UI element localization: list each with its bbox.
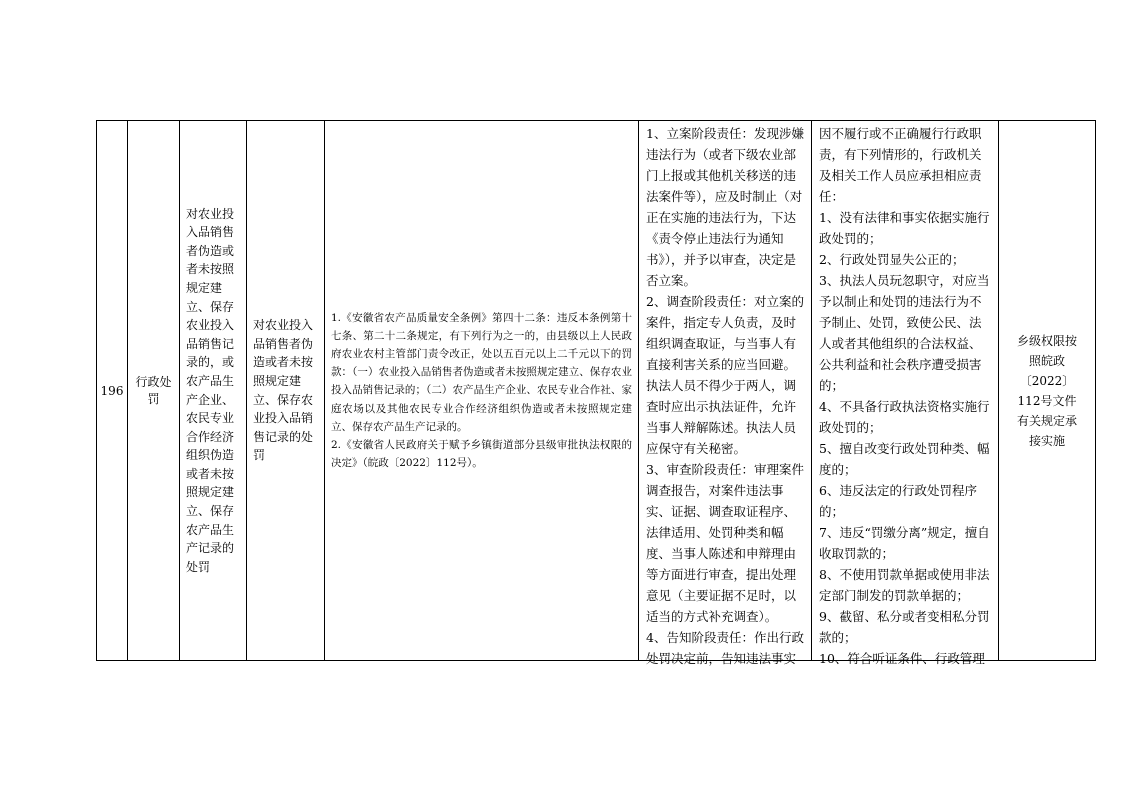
power-category: 行政处罚 [128,121,180,661]
responsibility-item: 1、立案阶段责任：发现涉嫌违法行为（或者下级农业部门上报或其他机关移送的违法案件等），应及时制止（对正在实施的违法行为，下达《责令停止违法行为通知书》），并予以审查，决定是否立案。 [646,126,804,288]
legal-basis-item: 1.《安徽省农产品质量安全条例》第四十二条：违反本条例第十七条、第二十二条规定，有下列行为之一的，由县级以上人民政府农业农村主管部门责令改正，处以五百元以上二千元以下的罚款：（一）农业投入品销售者伪造或者未按照规定建立、保存农业投入品销售记录的；（二）农产品生产企业、农民专业合作社、家庭农场以及其他农民专业合作经济组织伪造或者未按照规定建立、保存农产品生产记录的。 [331,311,632,433]
accountability-item: 10、符合听证条件、行政管理 [819,651,985,666]
power-list-table [96,120,1096,666]
serial-number: 196 [97,121,128,661]
accountability-item: 8、不使用罚款单据或使用非法定部门制发的罚款单据的； [819,567,990,603]
legal-basis [325,121,639,661]
accountability-item: 9、截留、私分或者变相私分罚款的； [819,609,990,645]
responsibility-item: 3、审查阶段责任：审理案件调查报告，对案件违法事实、证据、调查取证程序、法律适用、处罚种类和幅度、当事人陈述和申辩理由等方面进行审查，提出处理意见（主要证据不足时，以适当的方式补充调查）。 [646,462,804,624]
sub-item-name: 对农业投入品销售者伪造或者未按照规定建立、保存农业投入品销售记录的处罚 [247,121,325,661]
accountability-item: 4、不具备行政执法资格实施行政处罚的； [819,399,990,435]
item-name: 对农业投入品销售者伪造或者未按照规定建立、保存农业投入品销售记录的，或农产品生产企业、农民专业合作经济组织伪造或者未按照规定建立、保存农产品生产记录的处罚 [180,121,247,661]
accountability-item: 3、执法人员玩忽职守，对应当予以制止和处罚的违法行为不予制止、处罚，致使公民、法人或者其他组织的合法权益、公共利益和社会秩序遭受损害的； [819,273,990,393]
accountability-item: 因不履行或不正确履行行政职责，有下列情形的，行政机关及相关工作人员应承担相应责任： [819,126,982,204]
legal-basis-item: 2.《安徽省人民政府关于赋予乡镇街道部分县级审批执法权限的决定》（皖政〔2022〕112号）。 [331,439,632,470]
table-row [97,121,1096,661]
responsibility-items [639,121,812,666]
accountability-item: 6、违反法定的行政处罚程序的； [819,483,977,519]
accountability-item: 1、没有法律和事实依据实施行政处罚的； [819,210,990,246]
accountability-item: 7、违反“罚缴分离”规定，擅自收取罚款的； [819,525,990,561]
accountability-item: 5、擅自改变行政处罚种类、幅度的； [819,441,990,477]
responsibility-item: 4、告知阶段责任：作出行政处罚决定前，告知违法事实 [646,630,804,666]
responsibility-item: 2、调查阶段责任：对立案的案件，指定专人负责，及时组织调查取证，与当事人有直接利害关系的应当回避。执法人员不得少于两人，调查时应出示执法证件，允许当事人辩解陈述。执法人员应保守有关秘密。 [646,294,804,456]
accountability-items [812,121,999,666]
remarks: 乡级权限按照皖政〔2022〕112号文件有关规定承接实施 [999,121,1096,661]
accountability-item: 2、行政处罚显失公正的； [819,252,965,267]
